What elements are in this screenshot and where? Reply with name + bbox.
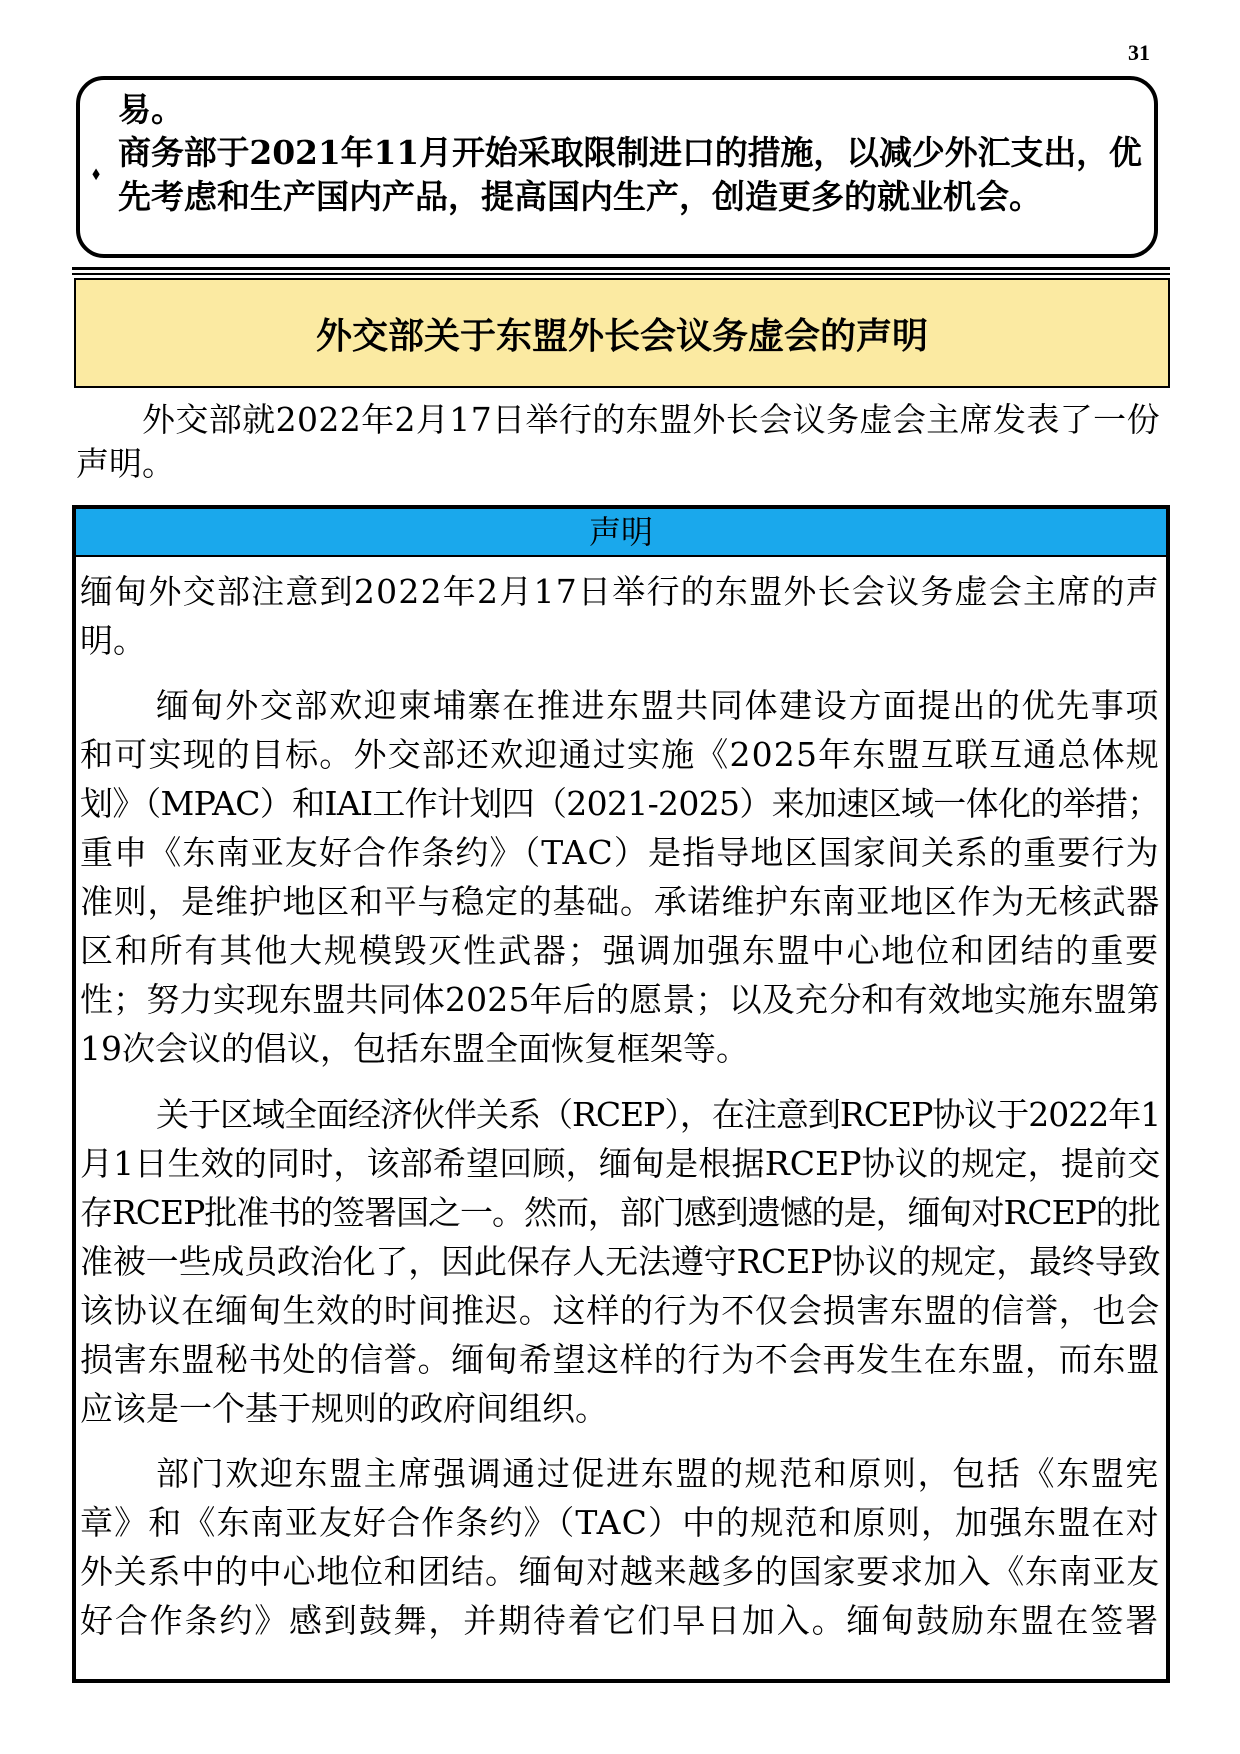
top-note-bullet-line: 先考虑和生产国内产品，提高国内生产，创造更多的就业机会。 [118,177,1042,216]
declaration-line: 存RCEP批准书的签署国之一。然而，部门感到遗憾的是，缅甸对RCEP的批 [80,1193,1160,1232]
intro-line: 外交部就2022年2月17日举行的东盟外长会议务虚会主席发表了一份 [142,400,1160,439]
declaration-line: 性；努力实现东盟共同体2025年后的愿景；以及充分和有效地实施东盟第 [80,980,1160,1019]
declaration-line: 区和所有其他大规模毁灭性武器；强调加强东盟中心地位和团结的重要 [80,931,1160,970]
declaration-line: 应该是一个基于规则的政府间组织。 [80,1389,608,1428]
intro-line: 声明。 [76,444,175,483]
declaration-line: 明。 [80,621,146,660]
page-number: 31 [1128,40,1150,65]
declaration-line: 缅甸外交部欢迎柬埔寨在推进东盟共同体建设方面提出的优先事项 [156,686,1160,725]
declaration-line: 划》（MPAC）和IAI工作计划四（2021-2025）来加速区域一体化的举措； [80,784,1160,823]
declaration-line: 该协议在缅甸生效的时间推迟。这样的行为不仅会损害东盟的信誉，也会 [80,1291,1160,1330]
top-note-line: 易。 [118,90,184,129]
declaration-line: 章》和《东南亚友好合作条约》（TAC）中的规范和原则，加强东盟在对 [80,1503,1160,1542]
declaration-header: 声明 [76,509,1166,557]
top-note-bullet-line: 商务部于2021年11月开始采取限制进口的措施，以减少外汇支出，优 [118,133,1142,172]
declaration-line: 损害东盟秘书处的信誉。缅甸希望这样的行为不会再发生在东盟，而东盟 [80,1340,1160,1379]
divider [72,273,1170,275]
declaration-line: 19次会议的倡议，包括东盟全面恢复框架等。 [80,1029,749,1068]
declaration-line: 缅甸外交部注意到2022年2月17日举行的东盟外长会议务虚会主席的声 [80,572,1160,611]
declaration-line: 好合作条约》感到鼓舞，并期待着它们早日加入。缅甸鼓励东盟在签署 [80,1601,1160,1640]
declaration-line: 和可实现的目标。外交部还欢迎通过实施《2025年东盟互联互通总体规 [80,735,1160,774]
declaration-line: 准则，是维护地区和平与稳定的基础。承诺维护东南亚地区作为无核武器 [80,882,1160,921]
declaration-line: 部门欢迎东盟主席强调通过促进东盟的规范和原则，包括《东盟宪 [156,1454,1160,1493]
bullet-icon: ⬧ [92,163,101,184]
divider [72,267,1170,270]
declaration-line: 重申《东南亚友好合作条约》（TAC）是指导地区国家间关系的重要行为 [80,833,1160,872]
section-title: 外交部关于东盟外长会议务虚会的声明 [315,314,928,357]
declaration-line: 外关系中的中心地位和团结。缅甸对越来越多的国家要求加入《东南亚友 [80,1552,1160,1591]
declaration-line: 关于区域全面经济伙伴关系（RCEP），在注意到RCEP协议于2022年1 [156,1095,1161,1134]
declaration-line: 准被一些成员政治化了，因此保存人无法遵守RCEP协议的规定，最终导致 [80,1242,1161,1281]
declaration-line: 月1日生效的同时，该部希望回顾，缅甸是根据RCEP协议的规定，提前交 [80,1144,1161,1183]
